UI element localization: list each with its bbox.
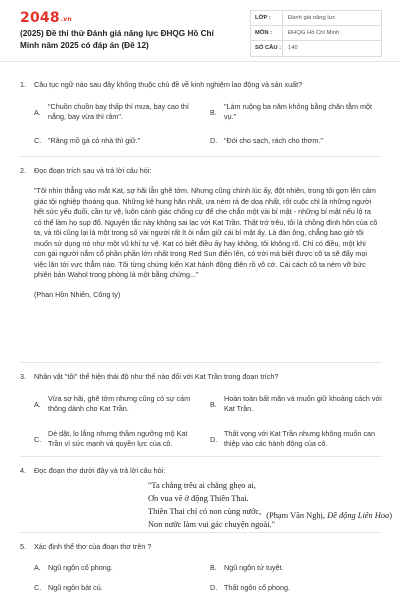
option-letter: C. bbox=[34, 435, 42, 444]
option-c[interactable] bbox=[34, 429, 199, 450]
info-value-subject: ĐHQG Hồ Chí Minh bbox=[288, 29, 340, 36]
info-label-subject: MÔN : bbox=[251, 26, 283, 40]
poem-source-close: ) bbox=[389, 511, 392, 520]
option-a[interactable] bbox=[34, 563, 199, 573]
option-text: "Chuồn chuồn bay thấp thì mưa, bay cao thì nắng, bay vừa thì râm". bbox=[48, 102, 189, 122]
poem-author: (Phạm Văn Nghị, bbox=[266, 511, 328, 520]
option-text: "Làm ruộng ba năm không bằng chăn tằm một vụ." bbox=[224, 102, 372, 122]
divider bbox=[20, 156, 382, 157]
option-c[interactable] bbox=[34, 583, 199, 593]
option-text: Dè dặt, lo lắng nhưng thầm ngưỡng mộ Kat Trần vì sức mạnh và quyền lực của cô. bbox=[48, 429, 188, 449]
question-number: 3. bbox=[20, 372, 26, 381]
exam-title: (2025) Đề thi thử Đánh giá năng lực ĐHQG Hồ Chí Minh năm 2025 có đáp án (Đề 12) bbox=[20, 29, 214, 51]
option-text: Hoàn toàn bất mãn và muốn giữ khoảng cách với Kat Trần. bbox=[224, 394, 382, 414]
divider bbox=[20, 532, 382, 533]
question-2 bbox=[20, 166, 382, 311]
poem-title: Đề động Liên Hoa bbox=[327, 511, 390, 520]
poem-excerpt bbox=[148, 479, 275, 531]
option-letter: A. bbox=[34, 400, 41, 409]
question-3 bbox=[20, 372, 382, 382]
option-text: Ngũ ngôn tứ tuyệt. bbox=[224, 563, 284, 572]
option-b[interactable] bbox=[210, 394, 382, 415]
info-row-class bbox=[251, 11, 381, 26]
option-c[interactable] bbox=[34, 136, 199, 146]
question-text: Xác định thể thơ của đoạn thơ trên ? bbox=[34, 542, 152, 551]
option-text: "Đói cho sạch, rách cho thơm." bbox=[224, 136, 323, 145]
divider bbox=[20, 456, 382, 457]
question-number: 4. bbox=[20, 466, 26, 475]
info-row-subject bbox=[251, 26, 381, 41]
poem-source bbox=[266, 510, 392, 522]
option-letter: D. bbox=[210, 136, 218, 145]
divider bbox=[20, 362, 382, 363]
logo-suffix: .vn bbox=[60, 16, 72, 23]
option-text: Vừa sợ hãi, ghê tởm nhưng cũng có sự cảm thông dành cho Kat Trần. bbox=[48, 394, 191, 414]
question-text: Đọc đoạn trích sau và trả lời câu hỏi: bbox=[34, 166, 152, 175]
option-letter: D. bbox=[210, 583, 218, 592]
option-a[interactable] bbox=[34, 102, 199, 123]
option-text: Thất vọng với Kat Trần nhưng không muốn can thiệp vào các hành động của cô. bbox=[224, 429, 375, 449]
logo-text: 2048 bbox=[20, 10, 60, 26]
page-header bbox=[0, 0, 400, 62]
poem-line: "Ta chẳng trêu ai chẳng ghẹo ai, bbox=[148, 481, 256, 490]
info-row-count bbox=[251, 41, 381, 56]
info-value-count: 140 bbox=[288, 45, 298, 52]
question-text: Nhân vật "tôi" thể hiện thái độ như thế nào đối với Kat Trần trong đoạn trích? bbox=[34, 372, 279, 381]
option-text: Ngũ ngôn bát cú. bbox=[48, 583, 103, 592]
passage-text: "Tôi nhìn thẳng vào mắt Kat, sợ hãi lẫn ghê tởm. Nhưng cũng chính lúc ấy, đột nhiên, trong tôi gợn lên cảm giác tội nghiệp thoáng qua. Những kẻ hung hăn nhất, ưa ném rá đe doạ nhất, rốt cuộc chỉ là những người hết sức yếu đuối, cần tự vệ, luôn cảnh giác chống cự để che chắn một vài bí mật - những bí mật nếu lộ ra có thể làm họ sụp đổ. Nguyên tắc này không sai lạc với Kat Trần. Thật trớ trêu, tôi là chồng đính hôn của cô ta, và tôi cũng lại là một trong số vài người rất ít ỏi nắm giữ cái bí mật ấy. Là đàn ông, chẳng bao giờ tôi muốn sử dụng nó như một vũ khí tự vệ. Kat có biết điều ấy hay không, tôi không rõ. Chỉ có điều, một khi con gái người nắm cổ phần phần lớn nhất trong Red Sun điên lên, có trời mà biết được cô ta sẽ đẩy mọi việc lăn tới vực thẳm nào. Tôi từng chứng kiến Kat hành động điên rồ vô cớ. Cái cách cô ta ném vỡ bức phiên bản Wahol trong phòng là một bằng chứng..." bbox=[34, 186, 378, 279]
question-number: 1. bbox=[20, 80, 26, 89]
option-letter: A. bbox=[34, 563, 41, 572]
info-label-class: LỚP : bbox=[251, 11, 283, 25]
reading-passage bbox=[34, 186, 382, 300]
info-value-class: Đánh giá năng lực bbox=[288, 14, 336, 21]
poem-line: Thiên Thai chỉ có non cùng nước, bbox=[148, 507, 262, 517]
question-4 bbox=[20, 466, 382, 476]
question-number: 2. bbox=[20, 166, 26, 175]
site-logo[interactable] bbox=[20, 8, 72, 28]
option-letter: B. bbox=[210, 563, 217, 572]
option-text: Thất ngôn cổ phong. bbox=[224, 583, 290, 592]
question-1 bbox=[20, 80, 382, 90]
option-text: Ngũ ngôn cổ phong. bbox=[48, 563, 113, 572]
option-text: "Răng mồ gà có nhà thì giữ." bbox=[48, 136, 141, 145]
poem-line: Non nước làm vui gác chuyện ngoài." bbox=[148, 520, 276, 530]
option-d[interactable] bbox=[210, 429, 382, 450]
option-b[interactable] bbox=[210, 102, 382, 123]
question-text: Câu tục ngữ nào sau đây không thuộc chủ đề về kinh nghiệm lao động và sản xuất? bbox=[34, 80, 303, 89]
question-number: 5. bbox=[20, 542, 26, 551]
option-letter: C. bbox=[34, 136, 42, 145]
question-text: Đọc đoạn thơ dưới đây và trả lời câu hỏi: bbox=[34, 466, 166, 475]
option-d[interactable] bbox=[210, 583, 382, 593]
option-letter: B. bbox=[210, 108, 217, 117]
option-letter: D. bbox=[210, 435, 218, 444]
poem-line: Ơn vua vẽ ở động Thiên Thai. bbox=[148, 494, 249, 504]
option-d[interactable] bbox=[210, 136, 382, 146]
option-letter: A. bbox=[34, 108, 41, 117]
question-5 bbox=[20, 542, 382, 552]
option-letter: C. bbox=[34, 583, 42, 592]
option-a[interactable] bbox=[34, 394, 199, 415]
option-letter: B. bbox=[210, 400, 217, 409]
option-b[interactable] bbox=[210, 563, 382, 573]
passage-source: (Phan Hồn Nhiên, Công ty) bbox=[34, 290, 121, 300]
exam-info-table bbox=[250, 10, 382, 57]
info-label-count: SỐ CÂU : bbox=[251, 41, 283, 56]
